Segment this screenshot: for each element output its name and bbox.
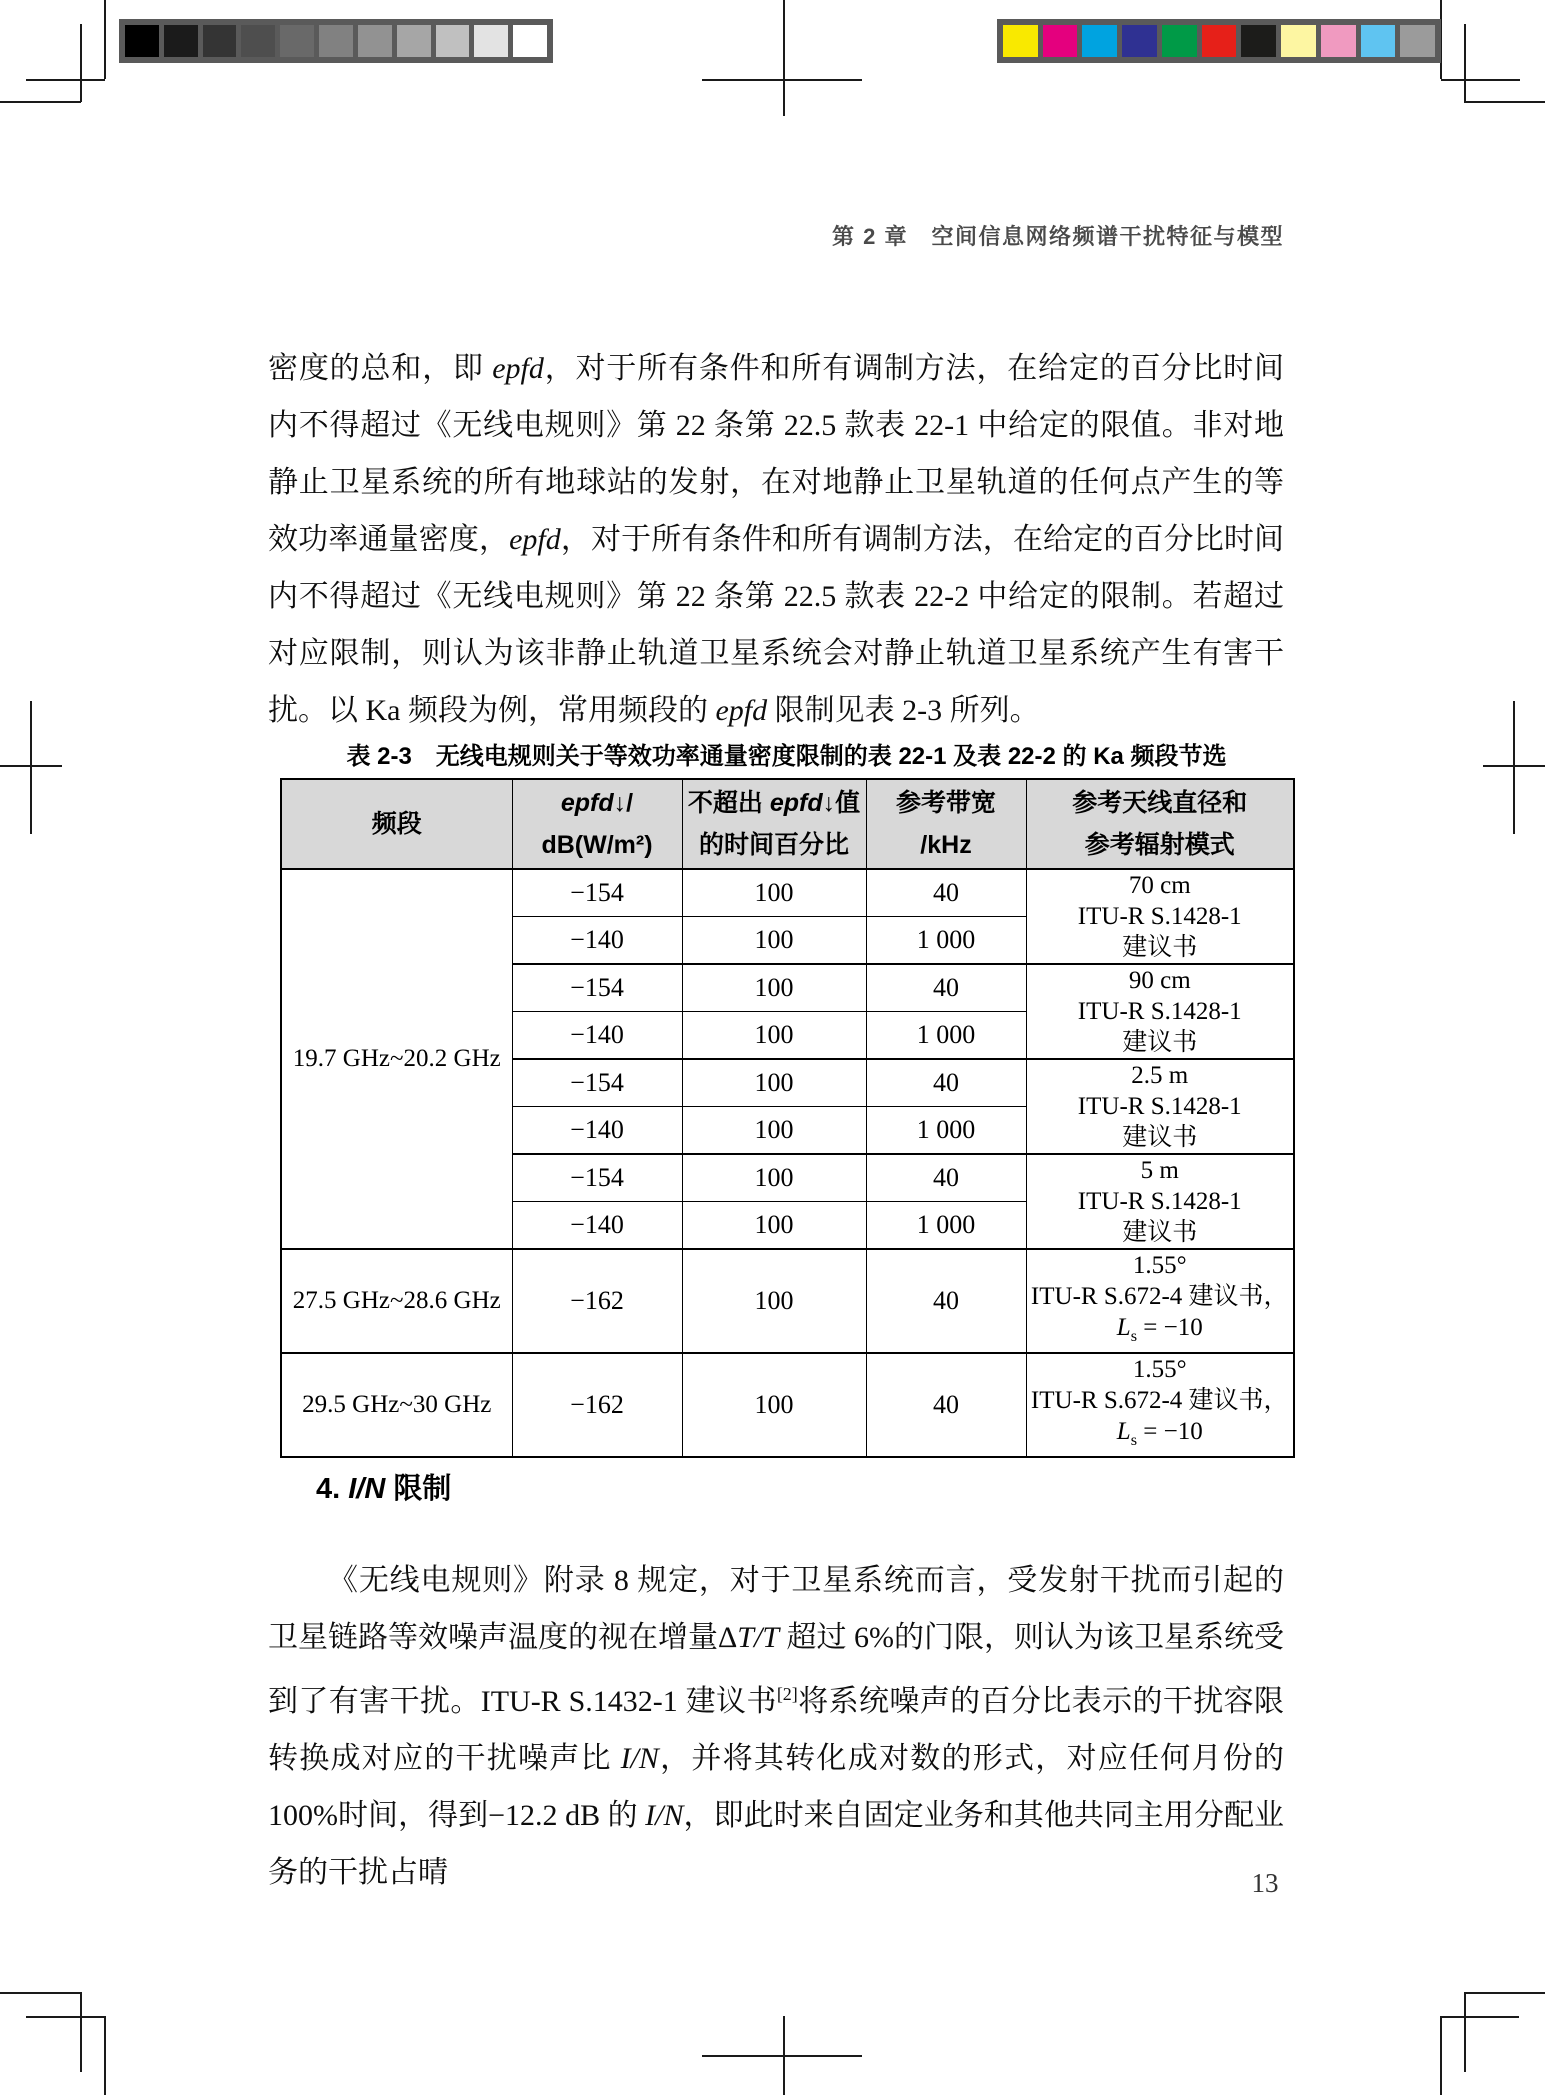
antenna-rec2: 建议书	[1122, 1219, 1198, 1246]
table-cell: −140	[512, 1107, 682, 1155]
antenna-cell	[1026, 964, 1294, 1059]
ls-subscript: s	[1130, 1431, 1138, 1449]
crop-mark	[1441, 79, 1520, 81]
text-segment: T/T	[737, 1621, 780, 1654]
col-header-bandwidth	[866, 779, 1026, 869]
table-cell: 40	[866, 1154, 1026, 1202]
chapter-running-head: 第 2 章 空间信息网络频谱干扰特征与模型	[832, 224, 1284, 249]
antenna-rec: ITU-R S.1428-1	[1077, 1188, 1242, 1215]
calibration-swatch	[1361, 25, 1396, 57]
epfd-label: epfd	[560, 789, 614, 817]
crop-mark	[1513, 701, 1515, 834]
calibration-swatch	[1082, 25, 1117, 57]
crop-mark	[80, 24, 82, 102]
table-cell: 100	[682, 1154, 866, 1202]
ls-value: = −10	[1137, 1314, 1203, 1341]
crop-mark	[26, 2016, 105, 2018]
antenna-cell	[1026, 869, 1294, 964]
bw-line2: /kHz	[920, 831, 972, 859]
antenna-cell	[1026, 1154, 1294, 1249]
table-cell: −162	[512, 1353, 682, 1457]
table-cell: 100	[682, 1107, 866, 1155]
table-cell: −140	[512, 1012, 682, 1060]
table-cell: −162	[512, 1249, 682, 1353]
calibration-swatch	[280, 25, 314, 57]
table-cell: 100	[682, 964, 866, 1012]
antenna-size: 5 m	[1140, 1157, 1179, 1184]
color-calibration-bar	[997, 19, 1441, 63]
band-cell: 29.5 GHz~30 GHz	[281, 1353, 512, 1457]
text-segment: 密度的总和，即	[268, 352, 493, 385]
calibration-swatch	[1321, 25, 1356, 57]
table-cell: 40	[866, 1059, 1026, 1107]
calibration-swatch	[203, 25, 237, 57]
epfd-unit: dB(W/m²)	[541, 831, 653, 859]
ant-line1: 参考天线直径和	[1072, 789, 1248, 817]
table-cell: −154	[512, 869, 682, 917]
crop-mark	[1464, 24, 1466, 102]
antenna-rec: ITU-R S.1428-1	[1077, 1093, 1242, 1120]
table-cell: 100	[682, 869, 866, 917]
text-segment: epfd	[492, 352, 544, 385]
antenna-angle: 1.55°	[1132, 1252, 1187, 1279]
calibration-swatch	[513, 25, 547, 57]
ls-subscript: s	[1130, 1327, 1138, 1345]
text-segment: ，并将其转化成对数的形式，对应任何月份的 100%时间，得到−12.2 dB 的	[268, 1742, 1285, 1832]
crop-mark	[30, 701, 32, 834]
table-cell: 1 000	[866, 917, 1026, 965]
text-segment: 4.	[316, 1473, 349, 1505]
crop-mark	[1464, 1992, 1545, 1994]
page-number: 13	[1251, 1868, 1279, 1898]
table-row	[281, 1353, 1294, 1457]
calibration-swatch	[358, 25, 392, 57]
crop-mark	[702, 2055, 862, 2057]
crop-mark	[0, 101, 81, 103]
calibration-swatch	[1122, 25, 1157, 57]
text-segment: 限制	[385, 1473, 452, 1505]
table-cell: 100	[682, 1202, 866, 1250]
table-cell: 100	[682, 917, 866, 965]
text-segment: 超过 6%的门限，则认为该卫星系统受到了有害干扰。ITU-R S.1432-1 建议书	[268, 1621, 1285, 1718]
antenna-angle: 1.55°	[1132, 1356, 1187, 1383]
antenna-ls	[1027, 1312, 1294, 1352]
calibration-swatch	[241, 25, 275, 57]
calibration-swatch	[1241, 25, 1276, 57]
text-segment: ，即此时来自固定业务和其他共同主用分配业务的干扰占晴	[268, 1799, 1285, 1889]
calibration-swatch	[1202, 25, 1237, 57]
col-header-band: 频段	[281, 779, 512, 869]
band-cell: 27.5 GHz~28.6 GHz	[281, 1249, 512, 1353]
text-segment: I/N	[348, 1473, 386, 1505]
antenna-rec: ITU-R S.672-4 建议书，	[1030, 1283, 1289, 1310]
table-cell: 40	[866, 964, 1026, 1012]
table-cell: 1 000	[866, 1107, 1026, 1155]
antenna-rec: ITU-R S.672-4 建议书，	[1030, 1387, 1289, 1414]
antenna-cell	[1026, 1059, 1294, 1154]
table-caption: 表 2-3 无线电规则关于等效功率通量密度限制的表 22-1 及表 22-2 的 Ka 频段节选	[346, 743, 1227, 770]
crop-mark	[26, 79, 105, 81]
table-row	[281, 1249, 1294, 1353]
grayscale-calibration-bar	[119, 19, 553, 63]
table-cell: −140	[512, 917, 682, 965]
pct-pre: 不超出	[687, 789, 770, 817]
col-header-epfd	[512, 779, 682, 869]
text-segment: 限制见表 2-3 所列。	[767, 694, 1040, 727]
calibration-swatch	[1281, 25, 1316, 57]
crop-mark	[104, 0, 106, 79]
pct-epfd: epfd	[769, 789, 823, 817]
table-cell: 1 000	[866, 1202, 1026, 1250]
ant-line2: 参考辐射模式	[1084, 831, 1235, 859]
table-cell: 100	[682, 1249, 866, 1353]
table-row	[281, 869, 1294, 917]
crop-mark	[783, 0, 785, 116]
antenna-cell	[1026, 1353, 1294, 1457]
calibration-swatch	[397, 25, 431, 57]
body-paragraph	[268, 340, 1284, 739]
table-cell: 40	[866, 1353, 1026, 1457]
epfd-suffix: ↓/	[613, 789, 634, 817]
section-heading	[316, 1466, 451, 1507]
antenna-rec: ITU-R S.1428-1	[1077, 903, 1242, 930]
text-segment: 《无线电规则》附录 8 规定，对于卫星系统而言，受发射干扰而引起的卫星链路等效噪声温度的视在增量Δ	[268, 1564, 1284, 1654]
calibration-swatch	[436, 25, 470, 57]
text-segment: I/N	[620, 1742, 659, 1775]
text-segment: epfd	[715, 694, 768, 727]
antenna-ls	[1027, 1416, 1294, 1456]
antenna-size: 70 cm	[1128, 872, 1191, 899]
calibration-swatch	[164, 25, 198, 57]
calibration-swatch	[1043, 25, 1078, 57]
crop-mark	[1440, 2016, 1519, 2018]
antenna-cell	[1026, 1249, 1294, 1353]
table-cell: −140	[512, 1202, 682, 1250]
table-cell: −154	[512, 1059, 682, 1107]
pct-line2: 的时间百分比	[698, 831, 849, 859]
crop-mark	[1464, 1992, 1466, 2072]
calibration-swatch	[474, 25, 508, 57]
band-cell: 19.7 GHz~20.2 GHz	[281, 869, 512, 1249]
ls-symbol: L	[1116, 1418, 1131, 1445]
ls-symbol: L	[1116, 1314, 1131, 1341]
text-segment: ，对于所有条件和所有调制方法，在给定的百分比时间内不得超过《无线电规则》第 22 条第 22.5 款表 22-1 中给定的限值。非对地静止卫星系统的所有地球站的发射，在对地静止卫星轨道的任何点产生的等效功率通量密度，	[268, 352, 1285, 556]
calibration-swatch	[1400, 25, 1435, 57]
ls-value: = −10	[1137, 1418, 1203, 1445]
table-cell: 100	[682, 1059, 866, 1107]
table-header-row	[281, 779, 1294, 869]
calibration-swatch	[125, 25, 159, 57]
bw-line1: 参考带宽	[895, 789, 996, 817]
col-header-percent	[682, 779, 866, 869]
crop-mark	[0, 1992, 81, 1994]
text-segment: I/N	[645, 1799, 684, 1832]
epfd-limits-table	[280, 778, 1295, 1458]
col-header-antenna	[1026, 779, 1294, 869]
antenna-size: 2.5 m	[1131, 1062, 1189, 1089]
antenna-rec: ITU-R S.1428-1	[1077, 998, 1242, 1025]
table-cell: 1 000	[866, 1012, 1026, 1060]
table-cell: 100	[682, 1353, 866, 1457]
crop-mark	[702, 79, 862, 81]
calibration-swatch	[1162, 25, 1197, 57]
table-cell: −154	[512, 1154, 682, 1202]
table-cell: 40	[866, 869, 1026, 917]
antenna-rec2: 建议书	[1122, 934, 1198, 961]
text-segment: 将系统噪声的百分比表示的干扰容限转换成对应的干扰噪声比	[268, 1685, 1285, 1775]
calibration-swatch	[319, 25, 353, 57]
antenna-size: 90 cm	[1128, 967, 1191, 994]
text-segment: epfd	[509, 523, 561, 556]
crop-mark	[80, 1992, 82, 2072]
antenna-rec2: 建议书	[1122, 1029, 1198, 1056]
table-cell: 100	[682, 1012, 866, 1060]
text-segment: ，对于所有条件和所有调制方法，在给定的百分比时间内不得超过《无线电规则》第 22 条第 22.5 款表 22-2 中给定的限制。若超过对应限制，则认为该非静止轨道卫星系统会对静止轨道卫星系统产生有害干扰。以 Ka 频段为例，常用频段的	[268, 523, 1285, 727]
crop-mark	[104, 2016, 106, 2095]
pct-post: ↓值	[822, 789, 861, 817]
crop-mark	[1440, 2016, 1442, 2095]
crop-mark	[1464, 101, 1545, 103]
calibration-swatch	[1003, 25, 1038, 57]
antenna-rec2: 建议书	[1122, 1124, 1198, 1151]
table-cell: 40	[866, 1249, 1026, 1353]
table-cell: −154	[512, 964, 682, 1012]
body-paragraph	[268, 1552, 1284, 1901]
text-segment: [2]	[776, 1684, 798, 1704]
